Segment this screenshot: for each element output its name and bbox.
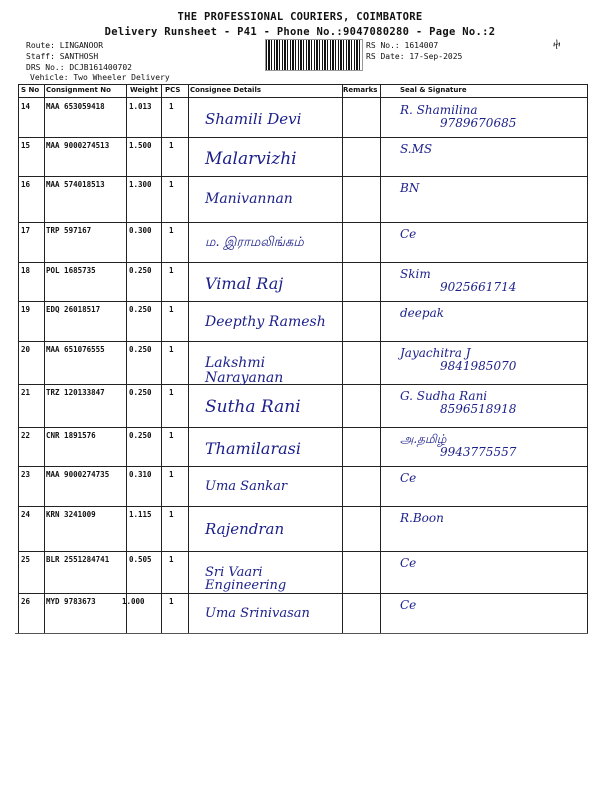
row-consignment-no: CNR 1891576 [46,431,96,440]
signature: G. Sudha Rani [400,389,488,403]
row-sno: 15 [21,141,31,150]
rs-date: RS Date: 17-Sep-2025 [366,52,463,61]
row-pcs: 1 [169,510,174,519]
signature-phone: 9025661714 [440,280,517,294]
row-pcs: 1 [169,266,174,275]
row-pcs: 1 [169,345,174,354]
row-divider [18,176,587,177]
consignee-handwriting: Uma Sankar [205,479,288,494]
row-divider [18,262,587,263]
corner-mark: ⴕ [553,40,561,50]
row-weight: 0.250 [129,266,152,275]
col-consignment: Consignment No [46,86,111,94]
row-consignment-no: MAA 651076555 [46,345,105,354]
column-divider [161,84,162,633]
row-weight: 1.115 [129,510,152,519]
signature: அ.தமிழ் [400,432,447,446]
row-divider [18,341,587,342]
signature: Ce [400,598,417,612]
col-remarks: Remarks [343,86,378,94]
signature: Skim [400,267,431,281]
row-sno: 19 [21,305,31,314]
signature: R.Boon [400,511,444,525]
runsheet-subtitle: Delivery Runsheet - P41 - Phone No.:9047080280 - Page No.:2 [104,26,496,38]
row-divider [18,301,587,302]
row-pcs: 1 [169,431,174,440]
row-consignment-no: MAA 9000274735 [46,470,110,479]
row-weight: 0.250 [129,388,152,397]
row-sno: 14 [21,102,31,111]
signature: R. Shamilina [400,103,478,117]
column-divider [44,84,45,633]
row-sno: 20 [21,345,31,354]
row-weight: 0.250 [129,345,152,354]
col-sno: S No [21,86,40,94]
table-top-border [18,84,587,85]
consignee-handwriting: Thamilarasi [205,438,301,458]
bottom-rule [15,633,588,634]
consignee-handwriting: Deepthy Ramesh [205,314,326,330]
signature-phone: 9841985070 [440,359,517,373]
drs-number: DRS No.: DCJB161400702 [26,63,132,72]
col-details: Consignee Details [190,86,262,94]
consignee-handwriting: Vimal Raj [205,273,284,293]
row-weight: 0.505 [129,555,152,564]
row-weight: 1.013 [129,102,152,111]
consignee-handwriting: Lakshmi Narayanan [205,355,284,386]
consignee-handwriting: Sutha Rani [205,397,301,418]
row-consignment-no: BLR 2551284741 [46,555,110,564]
row-pcs: 1 [169,555,174,564]
row-consignment-no: TRZ 120133847 [46,388,105,397]
row-pcs: 1 [169,141,174,150]
row-weight: 1.000 [122,597,145,606]
col-weight: Weight [130,86,158,94]
row-sno: 16 [21,180,31,189]
row-sno: 25 [21,555,31,564]
row-consignment-no: MAA 653059418 [46,102,105,111]
row-divider [18,427,587,428]
consignee-handwriting: Shamili Devi [205,109,302,128]
consignee-handwriting: Uma Srinivasan [205,606,310,621]
row-divider [18,593,587,594]
signature: deepak [400,306,444,320]
barcode [265,39,363,71]
row-consignment-no: MYD 9783673 [46,597,96,606]
column-divider [380,84,381,633]
row-divider [18,466,587,467]
consignee-handwriting: Sri Vaari Engineering [205,564,287,594]
signature-phone: 9943775557 [440,445,517,459]
row-divider [18,222,587,223]
signature: BN [400,181,420,195]
row-consignment-no: KRN 3241009 [46,510,96,519]
signature: Jayachitra J [400,346,471,360]
signature: Ce [400,556,417,570]
row-divider [18,137,587,138]
row-sno: 26 [21,597,31,606]
row-weight: 0.310 [129,470,152,479]
row-sno: 17 [21,226,31,235]
column-divider [126,84,127,633]
row-sno: 22 [21,431,31,440]
row-weight: 0.250 [129,431,152,440]
row-sno: 23 [21,470,31,479]
staff-label: Staff: SANTHOSH [26,52,99,61]
row-consignment-no: MAA 574018513 [46,180,105,189]
row-sno: 24 [21,510,31,519]
consignee-handwriting: Manivannan [205,191,293,208]
row-weight: 0.250 [129,305,152,314]
rs-number: RS No.: 1614007 [366,41,439,50]
row-pcs: 1 [169,388,174,397]
row-weight: 1.300 [129,180,152,189]
row-pcs: 1 [169,305,174,314]
row-consignment-no: TRP 597167 [46,226,92,235]
company-title: THE PROFESSIONAL COURIERS, COIMBATORE [177,11,423,23]
consignee-handwriting: Malarvizhi [205,148,297,169]
row-pcs: 1 [169,226,174,235]
table-header-border [18,97,587,98]
row-divider [18,551,587,552]
consignee-handwriting: ம. இராமலிங்கம் [205,235,304,250]
signature-phone: 8596518918 [440,402,517,416]
row-pcs: 1 [169,180,174,189]
route-label: Route: LINGANOOR [26,41,104,50]
signature: Ce [400,471,417,485]
vehicle-label: Vehicle: Two Wheeler Delivery [30,73,170,82]
row-consignment-no: MAA 9000274513 [46,141,110,150]
row-pcs: 1 [169,102,174,111]
row-sno: 21 [21,388,31,397]
column-divider [188,84,189,633]
row-pcs: 1 [169,597,174,606]
signature: S.MS [400,142,433,156]
col-seal: Seal & Signature [400,86,467,94]
signature: Ce [400,227,417,241]
row-sno: 18 [21,266,31,275]
row-pcs: 1 [169,470,174,479]
row-weight: 0.300 [129,226,152,235]
column-divider [18,84,19,633]
signature-phone: 9789670685 [440,116,517,130]
row-divider [18,506,587,507]
consignee-handwriting: Rajendran [205,519,285,538]
column-divider [587,84,588,633]
row-consignment-no: POL 1685735 [46,266,96,275]
col-pcs: PCS [165,86,181,94]
row-consignment-no: EDQ 26018517 [46,305,101,314]
row-weight: 1.500 [129,141,152,150]
